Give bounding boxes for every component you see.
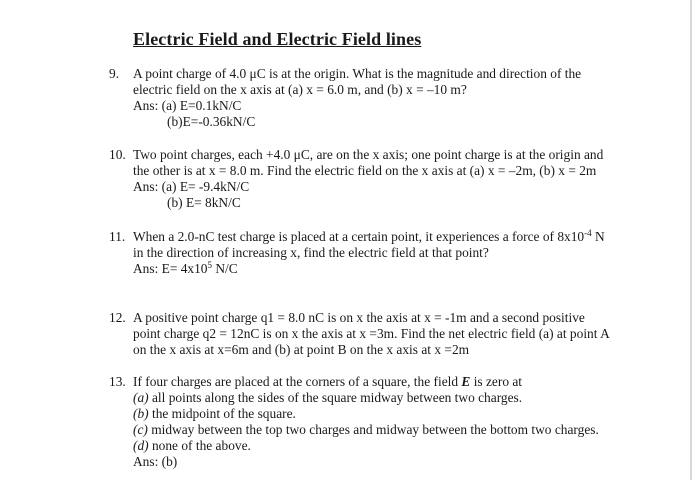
- answer-line: Ans: $E= 4x10^5$ N/C: [133, 260, 238, 276]
- answer-line: (b)E=-0.36kN/C: [167, 114, 256, 129]
- question-number: 12.: [109, 310, 126, 325]
- question-text-line: A point charge of 4.0 μC is at the origin. What is the magnitude and direction of the: [133, 66, 582, 81]
- question-text-line: the other is at x = 8.0 m. Find the electric field on the x axis at (a) x = –2m, (b) x = 2m: [133, 163, 597, 178]
- question-text-line: point charge q2 = 12nC is on x the axis at x =3m. Find the net electric field (a) at point A: [133, 326, 610, 341]
- answer-line: Ans: (b): [133, 454, 178, 469]
- answer-line: Ans: (a) E=0.1kN/C: [133, 98, 242, 113]
- question-number: 10.: [109, 147, 126, 162]
- option-c: (c) midway between the top two charges and midway between the bottom two charges.: [133, 422, 599, 437]
- question-text-line: on the x axis at x=6m and (b) at point B on the x axis at x =2m: [133, 342, 470, 357]
- field-symbol: E: [461, 374, 471, 389]
- question-text-line: electric field on the x axis at (a) x = 6.0 m, and (b) x = –10 m?: [133, 82, 467, 97]
- question-text-line: A positive point charge q1 = 8.0 nC is on x the axis at x = -1m and a second positive: [133, 310, 585, 325]
- question-text-line: in the direction of increasing x, find the electric field at that point?: [133, 245, 489, 260]
- answer-line: Ans: (a) E= -9.4kN/C: [133, 179, 250, 194]
- answer-line: (b) E= 8kN/C: [167, 195, 241, 210]
- exponent: 5: [207, 260, 213, 270]
- question-text-line: When a 2.0-nC test charge is placed at a certain point, it experiences a force of $8x10^{-4}$ N: [133, 228, 605, 244]
- exponent: -4: [584, 228, 592, 238]
- question-number: 13.: [109, 374, 126, 389]
- page-edge-divider: [690, 0, 692, 480]
- option-b: (b) the midpoint of the square.: [133, 406, 296, 421]
- page-title: Electric Field and Electric Field lines: [133, 29, 422, 49]
- question-number: 9.: [109, 66, 120, 81]
- question-text-line: Two point charges, each +4.0 μC, are on the x axis; one point charge is at the origin and: [133, 147, 604, 162]
- option-a: (a) all points along the sides of the square midway between two charges.: [133, 390, 523, 405]
- question-text-line: If four charges are placed at the corners of a square, the field E is zero at: [133, 374, 523, 389]
- question-number: 11.: [109, 229, 126, 244]
- option-d: (d) none of the above.: [133, 438, 251, 453]
